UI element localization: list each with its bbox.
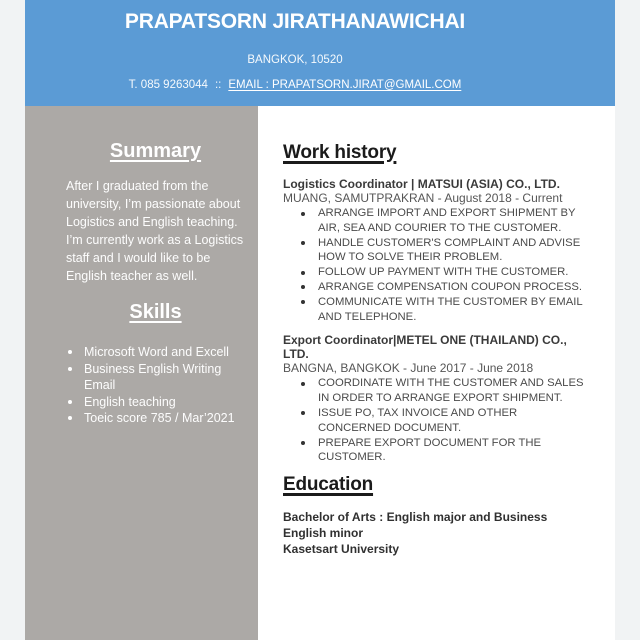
education-degree: Bachelor of Arts : English major and Business English minor <box>283 510 548 541</box>
content-columns <box>25 106 615 640</box>
skill-item: Toeic score 785 / Mar’2021 <box>66 410 245 427</box>
job-duty-item: PREPARE EXPORT DOCUMENT FOR THE CUSTOMER. <box>283 436 593 466</box>
location-text: BANGKOK, 10520 <box>247 54 343 66</box>
job-duty-item: ARRANGE COMPENSATION COUPON PROCESS. <box>283 280 593 295</box>
job-duties-list <box>283 206 593 324</box>
skill-item: English teaching <box>66 394 245 411</box>
job-duty-item: COORDINATE WITH THE CUSTOMER AND SALES IN ORDER TO ARRANGE EXPORT SHIPMENT. <box>283 376 593 406</box>
work-history-heading: Work history <box>283 142 397 163</box>
job-location-dates: BANGNA, BANGKOK - June 2017 - June 2018 <box>283 361 534 376</box>
summary-text: After I graduated from the university, I’m passionate about Logistics and English teaching. I’m currently work as a Logistics staff and I would like to be English teacher as well. <box>66 179 244 283</box>
main-column <box>258 106 615 640</box>
job-entry <box>283 333 593 465</box>
sidebar <box>25 106 258 640</box>
job-duty-item: COMMUNICATE WITH THE CUSTOMER BY EMAIL AND TELEPHONE. <box>283 295 593 325</box>
job-duty-item: ARRANGE IMPORT AND EXPORT SHIPMENT BY AIR, SEA AND COURIER TO THE CUSTOMER. <box>283 206 593 236</box>
job-title: Export Coordinator|METEL ONE (THAILAND) CO., LTD. <box>283 333 567 362</box>
resume-page <box>25 0 615 640</box>
skills-heading: Skills <box>129 301 182 323</box>
header-band <box>25 0 615 106</box>
job-duties-list <box>283 376 593 465</box>
job-duty-item: FOLLOW UP PAYMENT WITH THE CUSTOMER. <box>283 265 593 280</box>
job-duty-item: HANDLE CUSTOMER'S COMPLAINT AND ADVISE HOW TO SOLVE THEIR PROBLEM. <box>283 236 593 266</box>
email-link[interactable]: EMAIL : PRAPATSORN.JIRAT@GMAIL.COM <box>228 79 462 91</box>
contact-line <box>35 78 555 92</box>
skill-item: Microsoft Word and Excell <box>66 344 245 361</box>
contact-separator: :: <box>214 79 222 91</box>
education-heading: Education <box>283 474 374 496</box>
job-entry <box>283 177 593 324</box>
skill-item: Business English Writing Email <box>66 361 245 394</box>
phone-text: T. 085 9263044 <box>128 79 208 91</box>
candidate-name: PRAPATSORN JIRATHANAWICHAI <box>124 10 466 33</box>
job-location-dates: MUANG, SAMUTPRAKRAN - August 2018 - Current <box>283 191 563 205</box>
education-school: Kasetsart University <box>283 542 400 557</box>
job-duty-item: ISSUE PO, TAX INVOICE AND OTHER CONCERNED DOCUMENT. <box>283 406 593 436</box>
skills-list <box>66 344 245 427</box>
job-title: Logistics Coordinator | MATSUI (ASIA) CO., LTD. <box>283 177 560 191</box>
summary-heading: Summary <box>109 140 202 162</box>
